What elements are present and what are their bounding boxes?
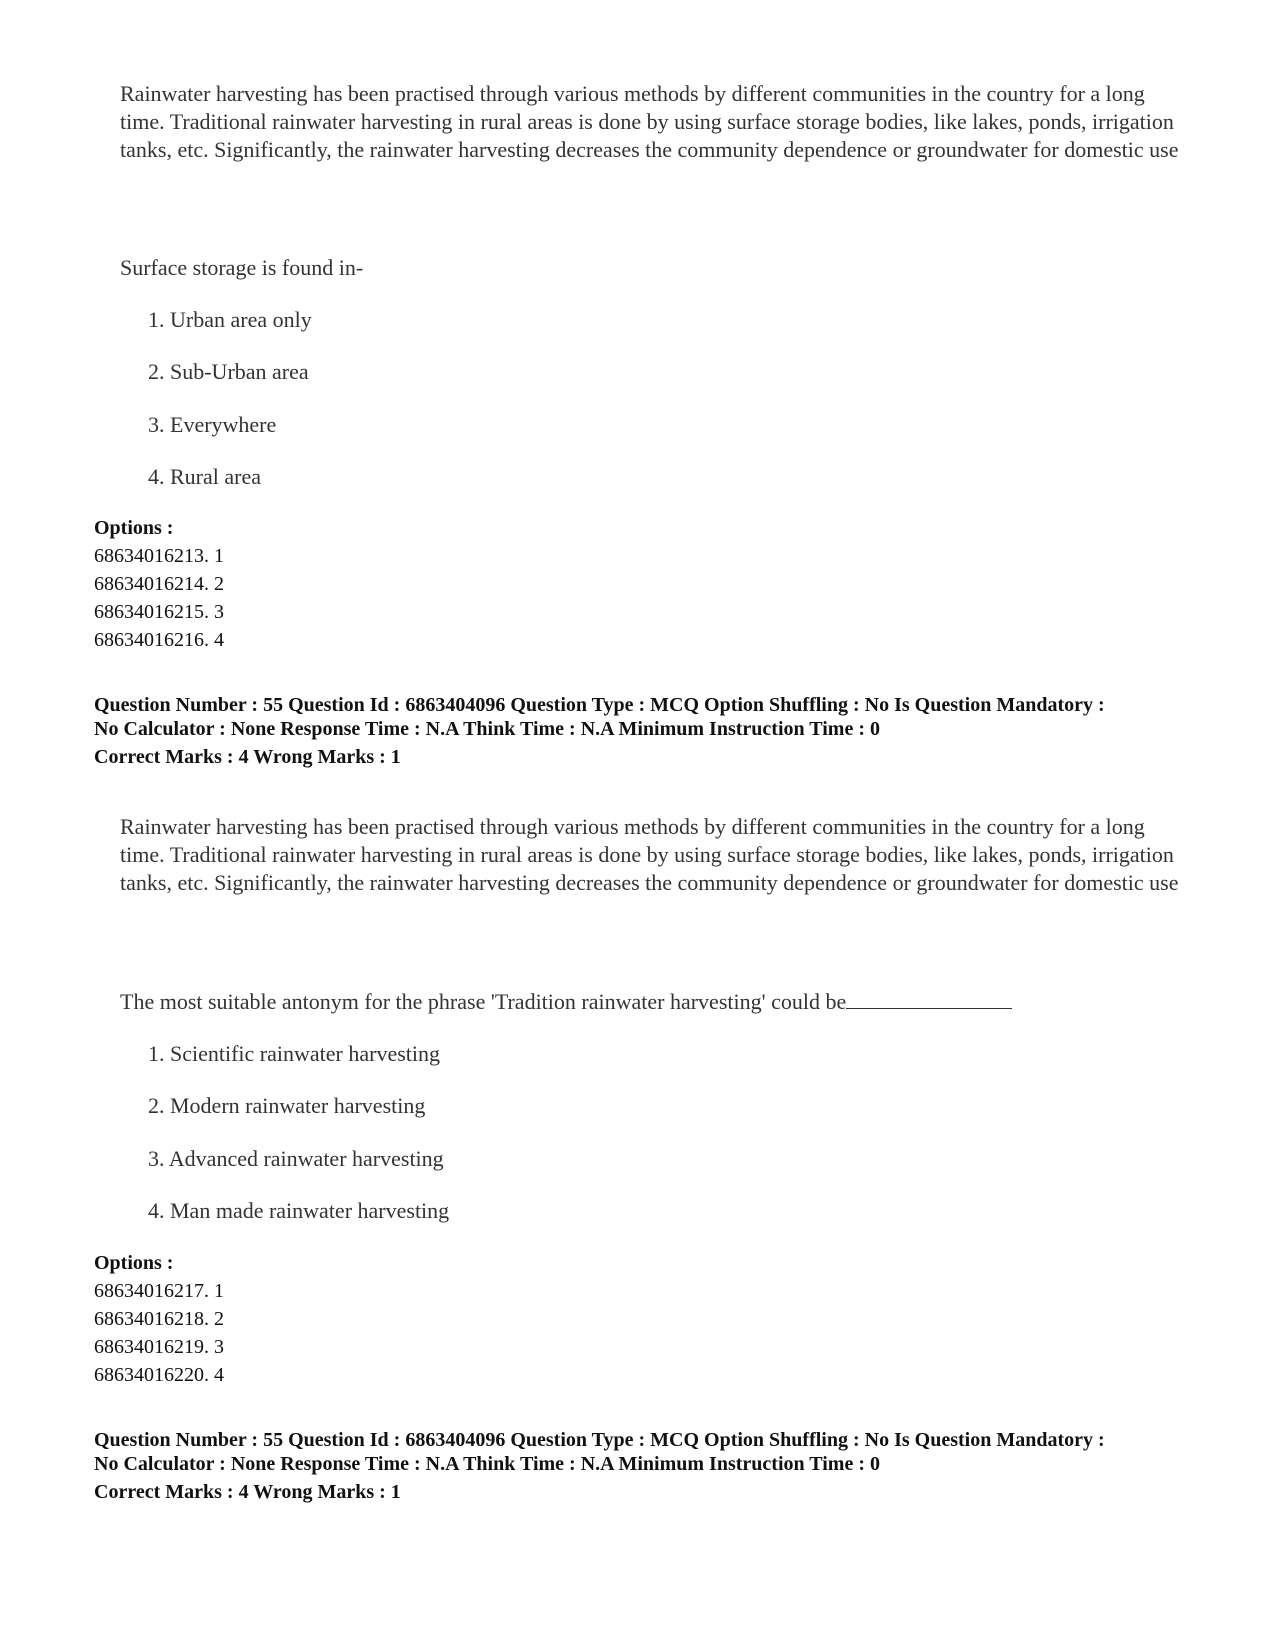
marks-line: Correct Marks : 4 Wrong Marks : 1 (94, 1481, 401, 1503)
choice-2: 2. Sub-Urban area (148, 359, 309, 384)
passage-text: Rainwater harvesting has been practised through various methods by different communities in the country for a long time. Traditional rainwater harvesting in rural areas is done by using surface storage bodies, like lakes, ponds, irrigation tanks, etc. Significantly, the rainwater harvesting decreases the community dependence or groundwater for domestic use (120, 81, 1179, 162)
question-stem-text: The most suitable antonym for the phrase 'Tradition rainwater harvesting' could be (120, 989, 847, 1014)
option-3: 68634016219. 3 (94, 1336, 224, 1358)
answer-blank (846, 988, 1012, 1009)
question-stem: Surface storage is found in- (120, 255, 364, 280)
option-2: 68634016218. 2 (94, 1308, 224, 1330)
question-meta-line: Question Number : 55 Question Id : 6863404096 Question Type : MCQ Option Shuffling : No Is Question Mandatory : (94, 1429, 1105, 1451)
choice-3: 3. Everywhere (148, 412, 277, 437)
question-meta-line: No Calculator : None Response Time : N.A Think Time : N.A Minimum Instruction Time : 0 (94, 1453, 880, 1475)
choice-1: 1. Urban area only (148, 307, 312, 332)
option-3: 68634016215. 3 (94, 601, 224, 623)
choice-4: 4. Rural area (148, 464, 261, 489)
question-meta-line: Question Number : 55 Question Id : 6863404096 Question Type : MCQ Option Shuffling : No Is Question Mandatory : (94, 694, 1105, 716)
passage-text: Rainwater harvesting has been practised through various methods by different communities in the country for a long time. Traditional rainwater harvesting in rural areas is done by using surface storage bodies, like lakes, ponds, irrigation tanks, etc. Significantly, the rainwater harvesting decreases the community dependence or groundwater for domestic use (120, 814, 1179, 895)
question-stem (120, 988, 1200, 1016)
option-1: 68634016213. 1 (94, 545, 224, 567)
choice-1: 1. Scientific rainwater harvesting (148, 1041, 441, 1066)
question-meta-line: No Calculator : None Response Time : N.A Think Time : N.A Minimum Instruction Time : 0 (94, 718, 880, 740)
options-label: Options : (94, 517, 174, 539)
option-2: 68634016214. 2 (94, 573, 224, 595)
choice-3: 3. Advanced rainwater harvesting (148, 1146, 444, 1171)
option-1: 68634016217. 1 (94, 1280, 224, 1302)
option-4: 68634016216. 4 (94, 629, 224, 651)
marks-line: Correct Marks : 4 Wrong Marks : 1 (94, 746, 401, 768)
options-label: Options : (94, 1252, 174, 1274)
option-4: 68634016220. 4 (94, 1364, 224, 1386)
choice-2: 2. Modern rainwater harvesting (148, 1093, 426, 1118)
choice-4: 4. Man made rainwater harvesting (148, 1198, 450, 1223)
